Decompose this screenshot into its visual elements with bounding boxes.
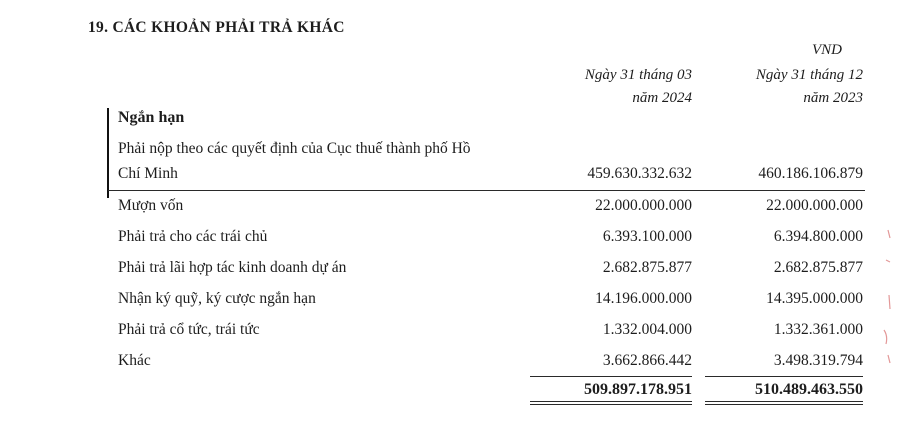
note-title: 19. CÁC KHOẢN PHẢI TRẢ KHÁC [88,19,345,36]
row-label-other: Khác [118,352,151,369]
row-label-bondholders: Phải trả cho các trái chủ [118,228,268,245]
row-value-2024: 459.630.332.632 [587,165,692,182]
column-header-2023 [756,64,863,110]
row-value-2024: 3.662.866.442 [602,352,692,369]
column-header-2023-date: Ngày 31 tháng 12 [755,67,863,83]
row-value-2024: 6.393.100.000 [602,228,692,245]
margin-bar [107,108,109,198]
total-double-line-2024-a [530,401,692,402]
row-value-2023: 2.682.875.877 [773,259,863,276]
row-divider [108,190,865,191]
row-label-borrowed-capital: Mượn vốn [118,197,184,214]
row-label-tax-payable: Phải nộp theo các quyết định của Cục thuế thành phố Hồ [118,140,471,157]
row-label-dividends: Phải trả cổ tức, trái tức [118,321,260,338]
total-value-2023: 510.489.463.550 [755,381,863,398]
row-label-deposits: Nhận ký quỹ, ký cược ngắn hạn [118,290,316,307]
row-value-2023: 460.186.106.879 [758,165,863,182]
row-value-2024: 1.332.004.000 [602,321,692,338]
total-value-2024: 509.897.178.951 [584,381,692,398]
column-header-2024-year: năm 2024 [632,90,692,106]
total-double-line-2023-b [705,404,863,405]
row-value-2023: 14.395.000.000 [766,290,863,307]
section-heading: Ngắn hạn [118,109,185,126]
currency-unit: VND [812,42,842,58]
row-value-2023: 22.000.000.000 [766,197,863,214]
row-label-interest-cooperation: Phải trả lãi hợp tác kinh doanh dự án [118,259,347,276]
row-value-2023: 6.394.800.000 [773,228,863,245]
row-value-2024: 2.682.875.877 [602,259,692,276]
column-header-2024 [585,64,692,110]
row-value-2023: 1.332.361.000 [773,321,863,338]
column-header-2023-year: năm 2023 [803,90,863,106]
subtotal-line-2023 [705,376,863,377]
total-double-line-2024-b [530,404,692,405]
row-label-tax-payable-cont: Chí Minh [118,165,178,182]
row-value-2023: 3.498.319.794 [773,352,863,369]
row-value-2024: 22.000.000.000 [595,197,692,214]
column-header-2024-date: Ngày 31 tháng 03 [584,67,692,83]
total-double-line-2023-a [705,401,863,402]
edge-scan-marks-icon [876,220,896,370]
subtotal-line-2024 [530,376,692,377]
row-value-2024: 14.196.000.000 [595,290,692,307]
